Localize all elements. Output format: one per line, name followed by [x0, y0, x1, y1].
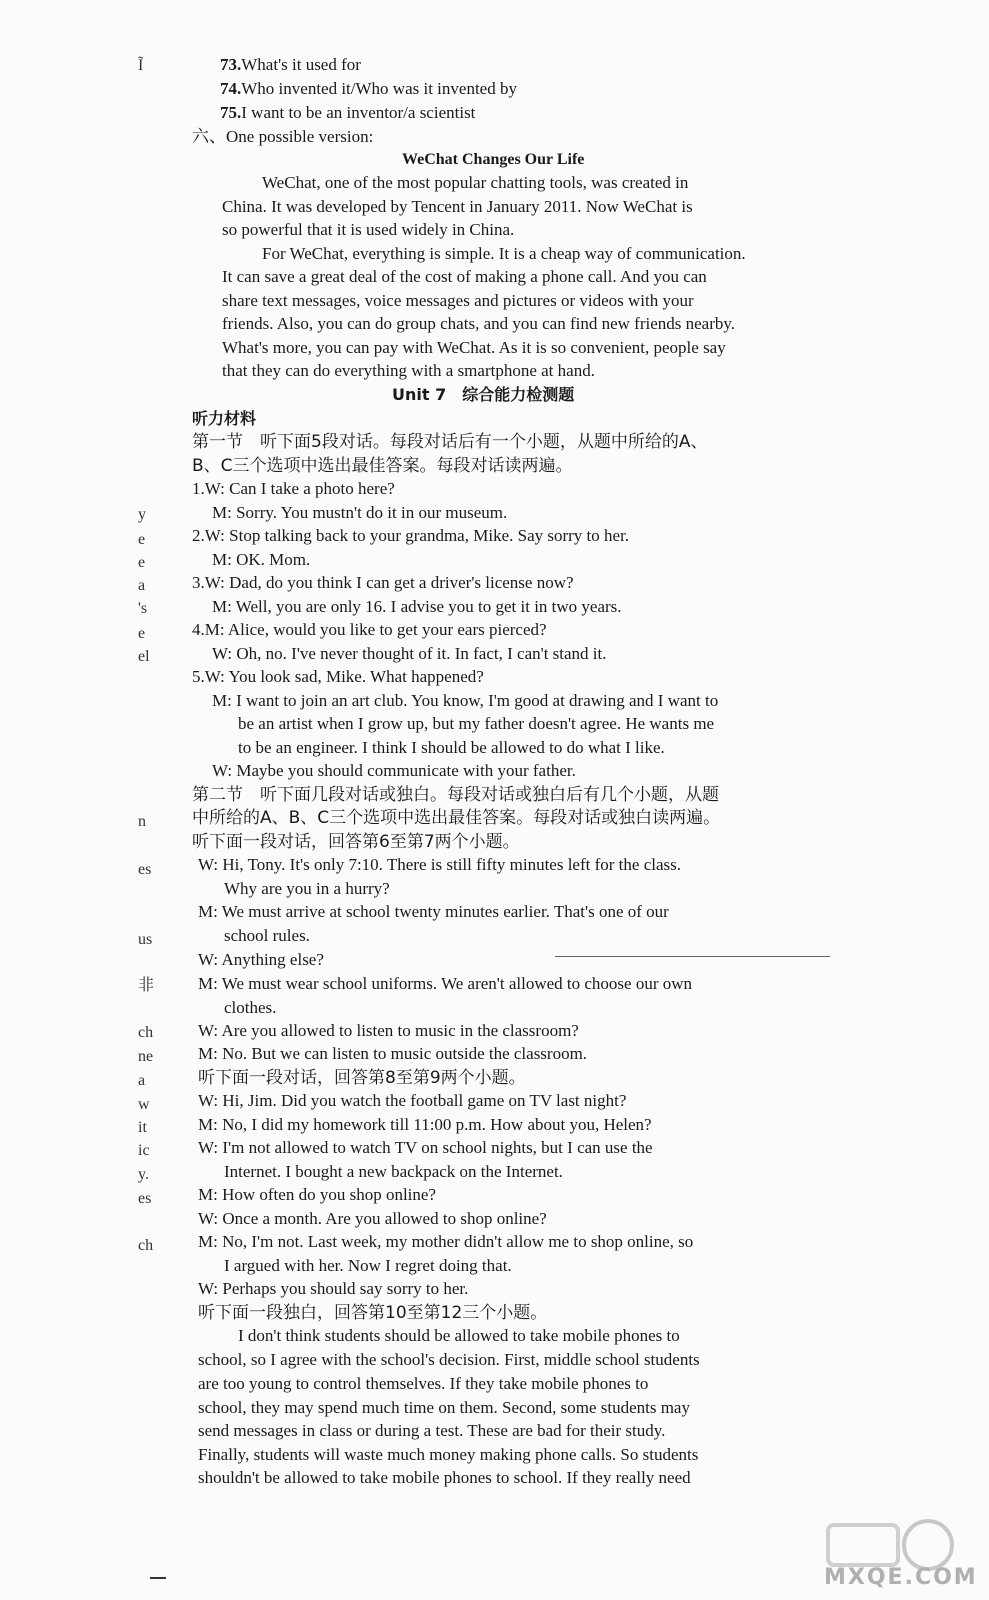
dialogue-line: W: Are you allowed to listen to music in the classroom? [198, 1021, 579, 1040]
margin-fragment: ne [138, 1048, 154, 1065]
dialogue-line: 2.W: Stop talking back to your grandma, Mike. Say sorry to her. [192, 526, 630, 545]
essay-line: share text messages, voice messages and pictures or videos with your [222, 291, 694, 310]
answer-line: 74.Who invented it/Who was it invented by [220, 79, 517, 98]
margin-fragment: us [138, 931, 153, 948]
margin-fragment: ch [138, 1024, 154, 1041]
monologue-line: are too young to control themselves. If they take mobile phones to [198, 1374, 649, 1393]
dialogue-line: M: We must wear school uniforms. We aren't allowed to choose our own [198, 974, 693, 993]
margin-fragment: es [138, 1190, 152, 1207]
body-line: 第一节 听下面5段对话。每段对话后有一个小题，从题中所给的A、 [192, 432, 708, 452]
dialogue-line: M: No, I did my homework till 11:00 p.m. How about you, Helen? [198, 1115, 652, 1134]
dialogue-line: 1.W: Can I take a photo here? [192, 479, 395, 498]
monologue-line: I don't think students should be allowed to take mobile phones to [238, 1326, 680, 1345]
answer-line: 75.I want to be an inventor/a scientist [220, 103, 476, 122]
body-line: 听下面一段对话，回答第8至第9两个小题。 [198, 1068, 526, 1088]
essay-line: For WeChat, everything is simple. It is a cheap way of communication. [262, 244, 746, 263]
body-line: 听下面一段对话，回答第6至第7两个小题。 [192, 832, 520, 852]
monologue-line: school, so I agree with the school's decision. First, middle school students [198, 1350, 700, 1369]
essay-line: It can save a great deal of the cost of making a phone call. And you can [222, 267, 707, 286]
dialogue-line: W: I'm not allowed to watch TV on school nights, but I can use the [198, 1138, 653, 1157]
monologue-line: shouldn't be allowed to take mobile phones to school. If they really need [198, 1468, 691, 1487]
monologue-line: Finally, students will waste much money making phone calls. So students [198, 1445, 699, 1464]
dialogue-line: W: Once a month. Are you allowed to shop online? [198, 1209, 547, 1228]
body-line: B、C三个选项中选出最佳答案。每段对话读两遍。 [192, 456, 573, 476]
body-line: 第二节 听下面几段对话或独白。每段对话或独白后有几个小题，从题 [192, 785, 719, 805]
dialogue-line: M: OK. Mom. [212, 550, 311, 569]
margin-fragment: e [138, 531, 146, 548]
dialogue-line: Why are you in a hurry? [224, 879, 390, 898]
dialogue-line: W: Hi, Tony. It's only 7:10. There is still fifty minutes left for the class. [198, 855, 681, 874]
margin-fragment: Ĩ [138, 57, 144, 74]
dialogue-line: M: Sorry. You mustn't do it in our museum. [212, 503, 508, 522]
dialogue-line: M: How often do you shop online? [198, 1185, 436, 1204]
dialogue-line: M: I want to join an art club. You know, I'm good at drawing and I want to [212, 691, 719, 710]
dialogue-line: W: Oh, no. I've never thought of it. In fact, I can't stand it. [212, 644, 607, 663]
dialogue-line: M: No, I'm not. Last week, my mother didn't allow me to shop online, so [198, 1232, 694, 1251]
margin-fragment: y. [138, 1166, 149, 1183]
body-line: 听下面一段独白，回答第10至第12三个小题。 [198, 1303, 548, 1323]
divider [555, 956, 830, 957]
margin-fragment: w [138, 1096, 150, 1113]
body-line: 中所给的A、B、C三个选项中选出最佳答案。每段对话或独白读两遍。 [192, 808, 721, 828]
dialogue-line: W: Hi, Jim. Did you watch the football game on TV last night? [198, 1091, 627, 1110]
margin-fragment: a [138, 577, 146, 594]
monologue-line: school, they may spend much time on them. Second, some students may [198, 1398, 690, 1417]
margin-fragment: n [138, 813, 146, 830]
dialogue-line: to be an engineer. I think I should be allowed to do what I like. [238, 738, 665, 757]
page-dash [150, 1577, 166, 1579]
dialogue-line: 3.W: Dad, do you think I can get a driver's license now? [192, 573, 574, 592]
section-label: 六、One possible version: [192, 127, 374, 146]
margin-fragment: a [138, 1072, 146, 1089]
unit-title: Unit 7 综合能力检测题 [392, 385, 575, 404]
dialogue-line: M: Well, you are only 16. I advise you to get it in two years. [212, 597, 622, 616]
essay-line: so powerful that it is used widely in China. [222, 220, 515, 239]
margin-fragment: es [138, 861, 152, 878]
answer-line: 73.What's it used for [220, 55, 361, 74]
dialogue-line: 5.W: You look sad, Mike. What happened? [192, 667, 484, 686]
dialogue-line: be an artist when I grow up, but my father doesn't agree. He wants me [238, 714, 715, 733]
dialogue-line: school rules. [224, 926, 310, 945]
essay-title: WeChat Changes Our Life [402, 151, 585, 168]
dialogue-line: clothes. [224, 998, 277, 1017]
essay-line: WeChat, one of the most popular chatting tools, was created in [262, 173, 689, 192]
essay-line: China. It was developed by Tencent in January 2011. Now WeChat is [222, 197, 693, 216]
margin-fragment: y [138, 506, 146, 523]
monologue-line: send messages in class or during a test. These are bad for their study. [198, 1421, 666, 1440]
margin-fragment: el [138, 648, 150, 665]
listening-heading: 听力材料 [192, 409, 257, 428]
dialogue-line: M: No. But we can listen to music outside the classroom. [198, 1044, 588, 1063]
essay-line: that they can do everything with a smartphone at hand. [222, 361, 595, 380]
margin-fragment: ch [138, 1237, 154, 1254]
margin-fragment: ic [138, 1142, 150, 1159]
margin-fragment: e [138, 625, 146, 642]
dialogue-line: Internet. I bought a new backpack on the Internet. [224, 1162, 563, 1181]
margin-fragment: 非 [138, 977, 155, 994]
dialogue-line: 4.M: Alice, would you like to get your ears pierced? [192, 620, 547, 639]
watermark-text: MXQE.COM [824, 1565, 978, 1590]
margin-fragment: 's [138, 600, 148, 617]
margin-fragment: e [138, 554, 146, 571]
dialogue-line: M: We must arrive at school twenty minutes earlier. That's one of our [198, 902, 669, 921]
dialogue-line: W: Anything else? [198, 950, 324, 969]
margin-fragment: it [138, 1119, 147, 1136]
essay-line: friends. Also, you can do group chats, and you can find new friends nearby. [222, 314, 736, 333]
essay-line: What's more, you can pay with WeChat. As it is so convenient, people say [222, 338, 726, 357]
dialogue-line: W: Perhaps you should say sorry to her. [198, 1279, 469, 1298]
dialogue-line: I argued with her. Now I regret doing that. [224, 1256, 512, 1275]
dialogue-line: W: Maybe you should communicate with your father. [212, 761, 576, 780]
